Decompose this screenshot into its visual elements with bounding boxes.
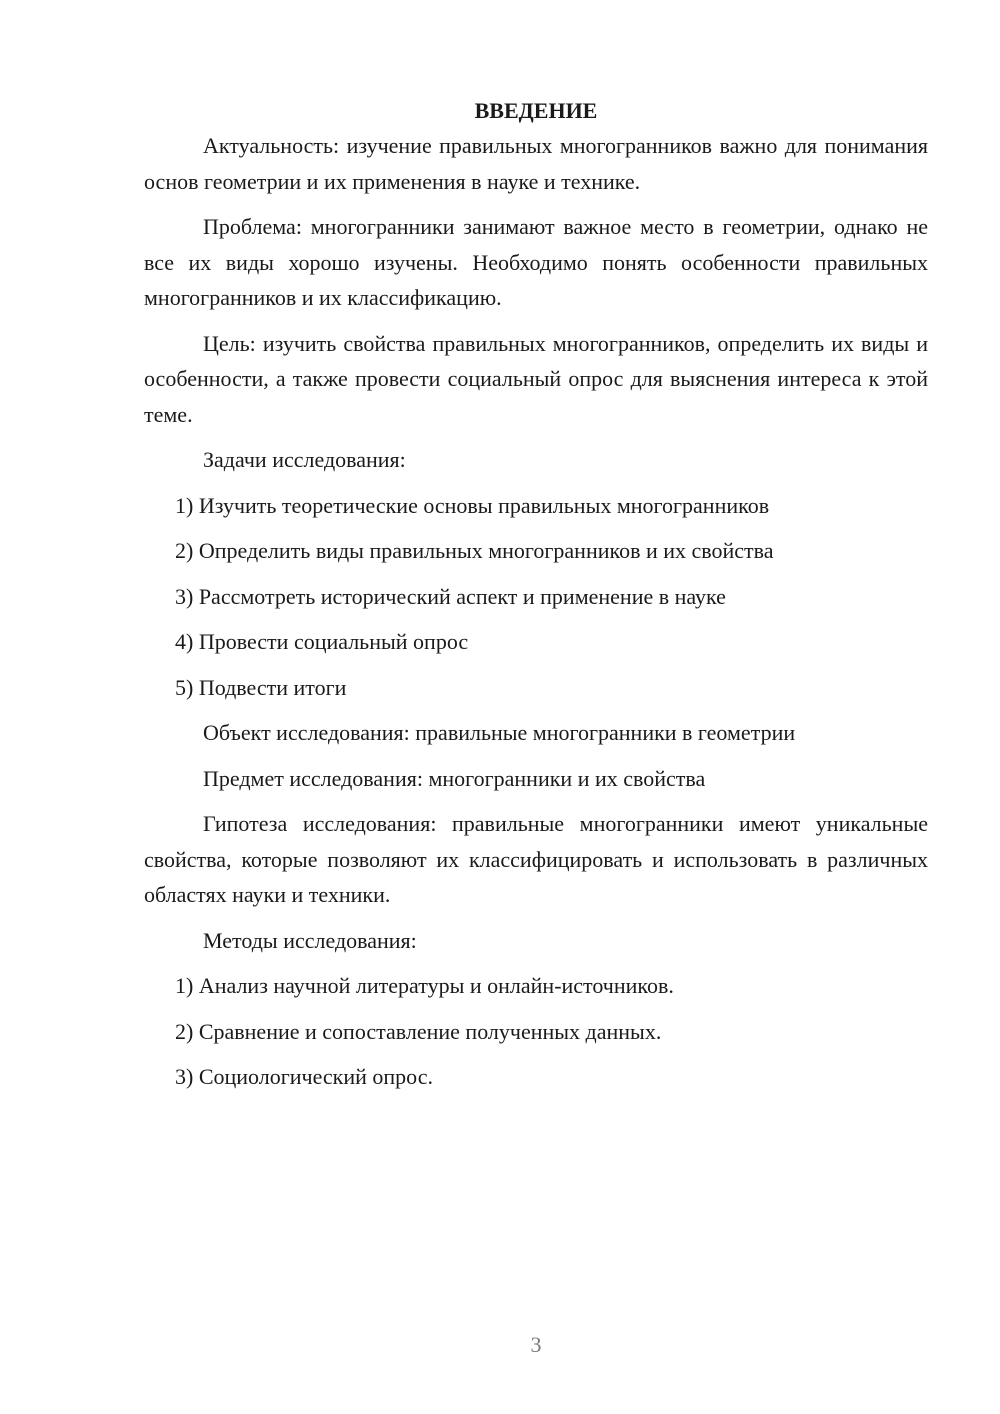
page-content [144, 94, 928, 1105]
task-item: 1) Изучить теоретические основы правильных многогранников [175, 492, 770, 518]
problem-paragraph: Проблема: многогранники занимают важное место в геометрии, однако не все их виды хорошо изучены. Необходимо понять особенности правильных многогранников и их классификацию. [144, 214, 928, 310]
tasks-list [144, 488, 928, 706]
page-number: 3 [530, 1332, 542, 1357]
method-item: 3) Социологический опрос. [175, 1064, 433, 1089]
method-item: 2) Сравнение и сопоставление полученных данных. [175, 1018, 662, 1044]
section-title: ВВЕДЕНИЕ [474, 98, 598, 123]
subject-paragraph: Предмет исследования: многогранники и их свойства [203, 765, 706, 791]
relevance-paragraph: Актуальность: изучение правильных многогранников важно для понимания основ геометрии и их применения в науке и технике. [144, 133, 928, 194]
hypothesis-paragraph: Гипотеза исследования: правильные многогранники имеют уникальные свойства, которые позволяют их классифицировать и использовать в различных областях науки и техники. [144, 811, 928, 907]
methods-heading: Методы исследования: [203, 927, 417, 953]
methods-list [144, 968, 928, 1095]
tasks-heading: Задачи исследования: [203, 447, 406, 472]
task-item: 5) Подвести итоги [175, 674, 347, 700]
task-item: 3) Рассмотреть исторический аспект и применение в науке [175, 583, 726, 609]
goal-paragraph: Цель: изучить свойства правильных многогранников, определить их виды и особенности, а также провести социальный опрос для выяснения интереса к этой теме. [144, 330, 928, 427]
task-item: 2) Определить виды правильных многогранников и их свойства [175, 538, 774, 563]
object-paragraph: Объект исследования: правильные многогранники в геометрии [203, 720, 796, 745]
task-item: 4) Провести социальный опрос [175, 629, 469, 654]
method-item: 1) Анализ научной литературы и онлайн-источников. [175, 973, 674, 998]
